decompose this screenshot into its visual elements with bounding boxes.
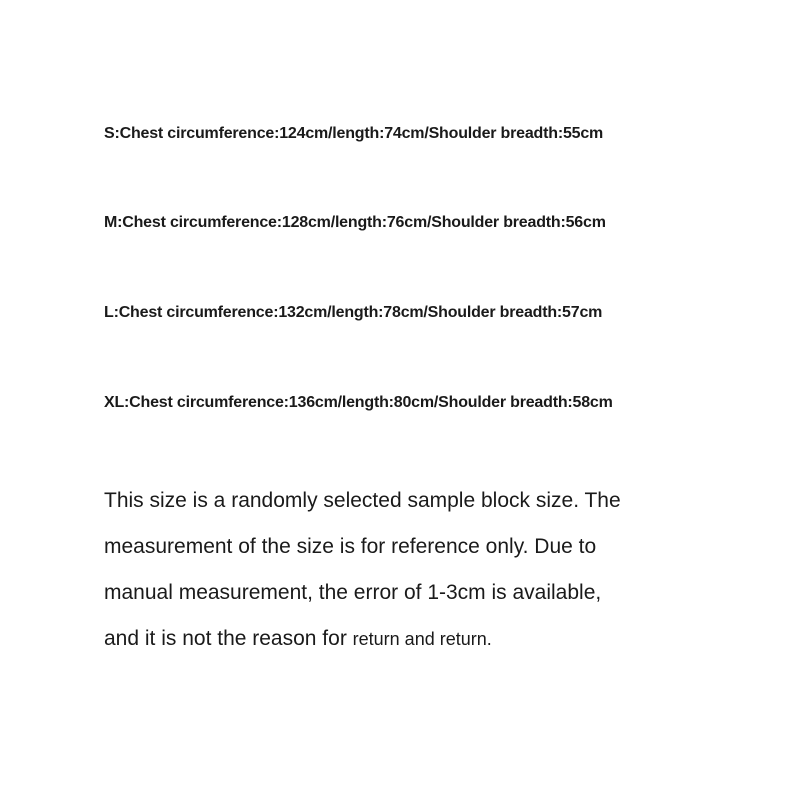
disclaimer-line-1: This size is a randomly selected sample block size. The xyxy=(104,489,621,512)
disclaimer-line-4 xyxy=(104,616,724,662)
measurement-disclaimer xyxy=(104,478,724,662)
disclaimer-line-4-main: and it is not the reason for xyxy=(104,627,353,650)
disclaimer-line-4-tail: return and return. xyxy=(352,629,492,649)
size-row-l: L:Chest circumference:132cm/length:78cm/Shoulder breadth:57cm xyxy=(104,304,603,321)
size-row-s: S:Chest circumference:124cm/length:74cm/Shoulder breadth:55cm xyxy=(104,125,604,142)
size-row-m: M:Chest circumference:128cm/length:76cm/Shoulder breadth:56cm xyxy=(104,214,606,231)
size-row-xl: XL:Chest circumference:136cm/length:80cm/Shoulder breadth:58cm xyxy=(104,394,613,411)
disclaimer-line-2: measurement of the size is for reference only. Due to xyxy=(104,535,597,558)
disclaimer-line-3: manual measurement, the error of 1-3cm is available, xyxy=(104,581,602,604)
